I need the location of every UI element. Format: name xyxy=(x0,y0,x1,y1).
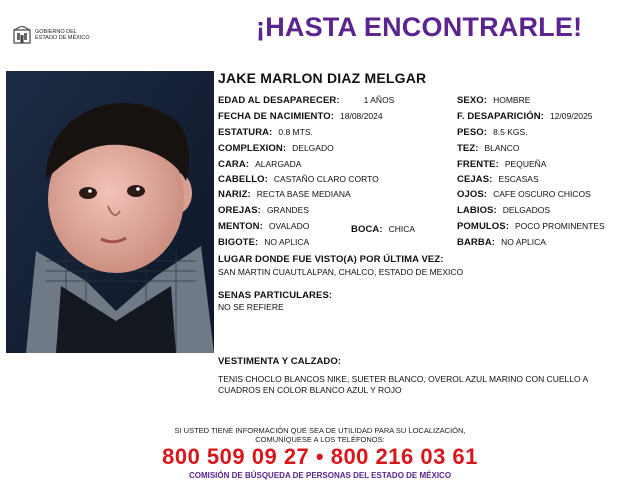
field-label: LABIOS: xyxy=(457,205,497,216)
field-label: FECHA DE NACIMIENTO: xyxy=(218,111,334,122)
field-value: OVALADO xyxy=(268,221,310,231)
field-value: HOMBRE xyxy=(493,95,531,105)
field-value: 1 AÑOS xyxy=(363,95,395,105)
commission-name: COMISIÓN DE BÚSQUEDA DE PERSONAS DEL ESTADO DE MÉXICO xyxy=(188,471,452,480)
field-value: ALARGADA xyxy=(255,159,302,169)
clothing-value: TENIS CHOCLO BLANCOS NIKE, SUETER BLANCO, OVEROL AZUL MARINO CON CUELLO A CUADROS EN COLOR BLANCO AZUL Y ROJO xyxy=(218,374,588,395)
field-value: ESCASAS xyxy=(498,174,539,184)
field-value: CAFE OSCURO CHICOS xyxy=(493,189,591,199)
field-orejas xyxy=(218,205,309,216)
last-seen-label: LUGAR DONDE FUE VISTO(A) POR ÚLTIMA VEZ: xyxy=(218,254,444,265)
field-label: EDAD AL DESAPARECER: xyxy=(218,95,340,106)
marks-value: NO SE REFIERE xyxy=(218,302,284,312)
field-tez xyxy=(457,143,519,154)
field-label: CARA: xyxy=(218,159,250,170)
field-label: BOCA: xyxy=(351,224,383,235)
field-ojos xyxy=(457,189,591,200)
phone-numbers: 800 509 09 27 • 800 216 03 61 xyxy=(162,444,478,469)
child-portrait-image xyxy=(6,71,214,353)
field-label: NARIZ: xyxy=(218,189,251,200)
field-cejas xyxy=(457,174,539,185)
field-estatura xyxy=(218,127,313,138)
field-frente xyxy=(457,159,546,170)
field-value: 12/09/2025 xyxy=(549,111,593,121)
field-value: POCO PROMINENTES xyxy=(515,221,605,231)
field-value: 18/08/2024 xyxy=(340,111,383,121)
field-label: PESO: xyxy=(457,127,488,138)
field-fecha-nacimiento xyxy=(218,111,383,122)
marks-label: SENAS PARTICULARES: xyxy=(218,290,333,301)
field-value: 0.8 MTS. xyxy=(278,127,313,137)
field-menton xyxy=(218,221,309,232)
field-value: CASTAÑO CLARO CORTO xyxy=(273,174,379,184)
contact-info-line-1: SI USTED TIENE INFORMACIÓN QUE SEA DE UTILIDAD PARA SU LOCALIZACIÓN, xyxy=(174,426,466,435)
field-label: FRENTE: xyxy=(457,159,499,170)
field-label: CEJAS: xyxy=(457,174,493,185)
field-value: BLANCO xyxy=(484,143,520,153)
field-cabello xyxy=(218,174,379,185)
field-label: COMPLEXION: xyxy=(218,143,287,154)
field-cara xyxy=(218,159,301,170)
field-value: RECTA BASE MEDIANA xyxy=(256,189,351,199)
field-value: 8.5 KGS. xyxy=(493,127,528,137)
field-label: OJOS: xyxy=(457,189,488,200)
field-peso xyxy=(457,127,528,138)
field-value: DELGADO xyxy=(292,143,334,153)
field-value: PEQUEÑA xyxy=(504,159,547,169)
field-value: GRANDES xyxy=(266,205,309,215)
page-title: ¡HASTA ENCONTRARLE! xyxy=(256,12,583,42)
field-label: MENTON: xyxy=(218,221,263,232)
field-labios xyxy=(457,205,550,216)
logo-line-2: ESTADO DE MÉXICO xyxy=(35,35,90,41)
coat-of-arms-icon xyxy=(12,26,32,44)
contact-info xyxy=(0,426,640,444)
field-pomulos xyxy=(457,221,605,232)
field-fecha-desaparicion xyxy=(457,111,592,122)
field-label: POMULOS: xyxy=(457,221,509,232)
person-name: JAKE MARLON DIAZ MELGAR xyxy=(218,70,427,86)
field-edad xyxy=(218,95,394,106)
logo-text xyxy=(35,29,90,41)
field-label: ESTATURA: xyxy=(218,127,273,138)
field-sexo xyxy=(457,95,530,106)
contact-info-line-2: COMUNÍQUESE A LOS TELÉFONOS: xyxy=(255,435,385,444)
field-boca xyxy=(351,224,415,235)
missing-person-photo xyxy=(6,71,214,353)
field-label: CABELLO: xyxy=(218,174,268,185)
government-logo xyxy=(12,26,90,44)
field-value: NO APLICA xyxy=(501,237,546,247)
clothing-label: VESTIMENTA Y CALZADO: xyxy=(218,356,342,367)
field-barba xyxy=(457,237,546,248)
field-value: CHICA xyxy=(388,224,416,234)
field-label: F. DESAPARICIÓN: xyxy=(457,111,544,122)
field-label: BIGOTE: xyxy=(218,237,259,248)
field-label: TEZ: xyxy=(457,143,479,154)
field-nariz xyxy=(218,189,351,200)
field-value: NO APLICA xyxy=(264,237,310,247)
field-label: OREJAS: xyxy=(218,205,261,216)
field-bigote xyxy=(218,237,309,248)
field-value: DELGADOS xyxy=(502,205,551,215)
field-complexion xyxy=(218,143,334,154)
field-label: SEXO: xyxy=(457,95,488,106)
last-seen-value: SAN MARTIN CUAUTLALPAN, CHALCO, ESTADO DE MEXICO xyxy=(218,267,464,277)
field-label: BARBA: xyxy=(457,237,496,248)
logo-line-1: GOBIERNO DEL xyxy=(35,29,77,35)
